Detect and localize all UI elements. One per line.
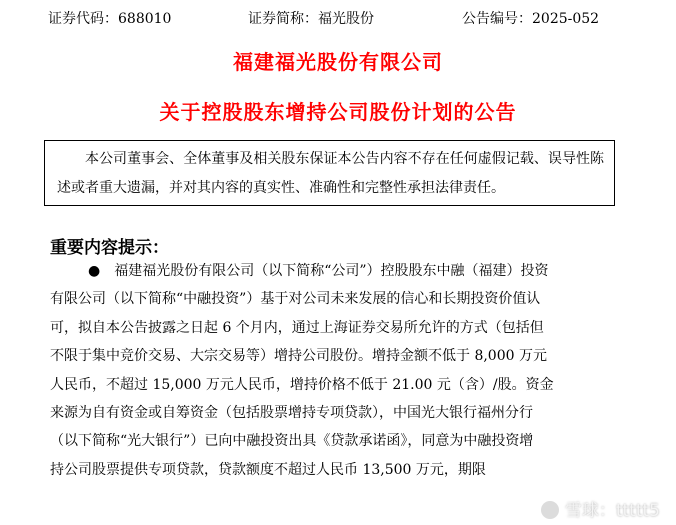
notice-number: 公告编号：2025-052 xyxy=(462,11,600,27)
snowball-logo-icon xyxy=(541,501,559,519)
stock-abbreviation: 证券简称：福光股份 xyxy=(248,11,374,27)
statement-box xyxy=(44,140,615,206)
body-text xyxy=(50,241,616,484)
body-line: 有限公司（以下简称“中融投资”）基于对公司未来发展的信心和长期投资价值认 xyxy=(50,291,541,308)
notice-title: 关于控股股东增持公司股份计划的公告 xyxy=(159,100,517,124)
watermark-text: 雪球：ttttt5 xyxy=(564,501,660,521)
watermark xyxy=(541,496,660,521)
body-line-text: 福建福光股份有限公司（以下简称“公司”）控股股东中融（福建）投资 xyxy=(114,263,549,279)
company-title: 福建福光股份有限公司 xyxy=(233,50,443,74)
body-line: 持公司股票提供专项贷款，贷款额度不超过人民币 13,500 万元，期限 xyxy=(50,461,486,478)
body-line: 可，拟自本公告披露之日起 6 个月内，通过上海证券交易所允许的方式（包括但 xyxy=(50,319,544,336)
header-row xyxy=(0,8,676,28)
bullet-icon: ● xyxy=(88,263,101,279)
body-line: （以下简称“光大银行”）已向中融投资出具《贷款承诺函》，同意为中融投资增 xyxy=(50,433,534,450)
body-line: 不限于集中竞价交易、大宗交易等）增持公司股份。增持金额不低于 8,000 万元 xyxy=(50,348,547,365)
body-line: 人民币，不超过 15,000 万元人民币，增持价格不低于 21.00 元（含）/股。资金 xyxy=(50,376,554,393)
body-line xyxy=(50,257,616,285)
section-heading: 重要内容提示： xyxy=(50,238,169,258)
statement-text: 本公司董事会、全体董事及相关股东保证本公告内容不存在任何虚假记载、误导性陈述或者重大遗漏，并对其内容的真实性、准确性和完整性承担法律责任。 xyxy=(57,151,604,196)
body-line: 来源为自有资金或自筹资金（包括股票增持专项贷款），中国光大银行福州分行 xyxy=(50,404,533,421)
stock-code: 证券代码：688010 xyxy=(48,11,172,27)
